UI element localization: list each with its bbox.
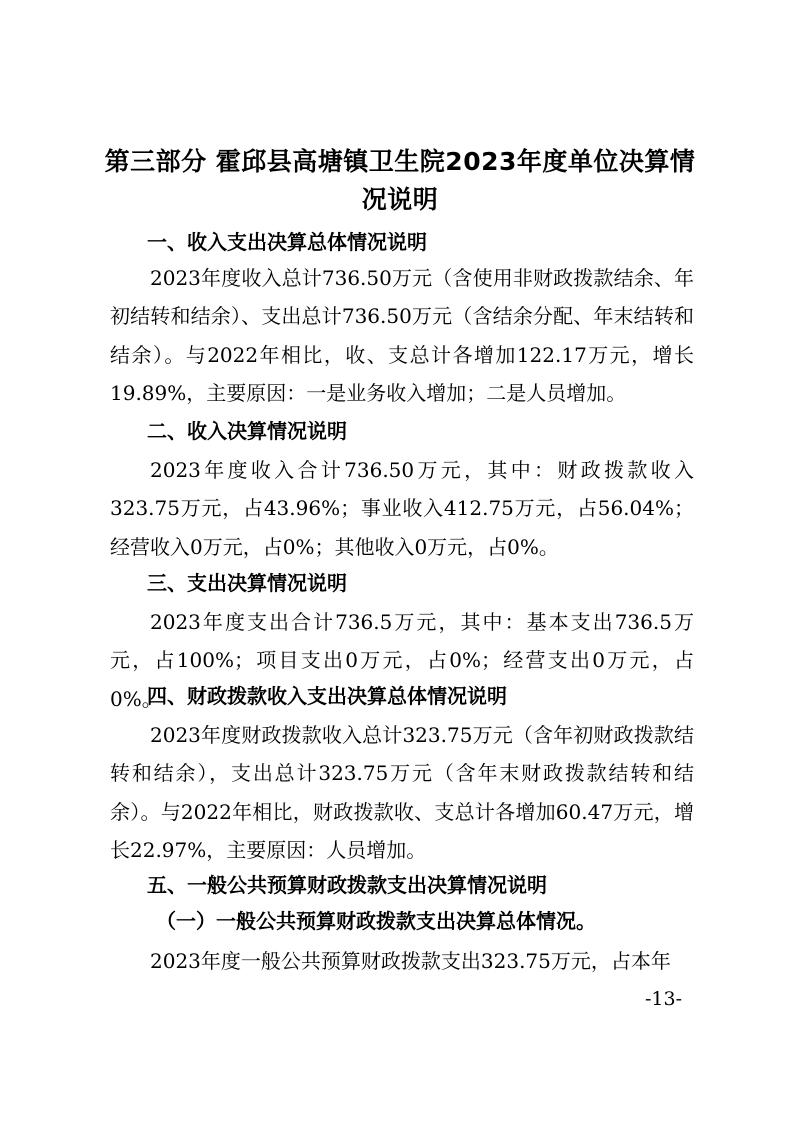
section-3-text: 2023年度支出合计736.5万元，其中：基本支出736.5万元，占100%；项目支出0万元，占0%；经营支出0万元，占0%。 [110, 610, 694, 711]
section-3-heading: 三、支出决算情况说明 [147, 571, 347, 595]
section-1-heading: 一、收入支出决算总体情况说明 [147, 230, 427, 254]
section-5-heading: 五、一般公共预算财政拨款支出决算情况说明 [147, 873, 547, 897]
section-2-heading: 二、收入决算情况说明 [147, 419, 347, 443]
section-4-text: 2023年度财政拨款收入总计323.75万元（含年初财政拨款结转和结余），支出总计323.75万元（含年末财政拨款结转和结余）。与2022年相比，财政拨款收、支总计各增加60.47万元，增长22.97%，主要原因：人员增加。 [110, 723, 694, 862]
section-2-text: 2023年度收入合计736.50万元，其中：财政拨款收入323.75万元，占43.96%；事业收入412.75万元，占56.04%；经营收入0万元，占0%；其他收入0万元，占0%。 [110, 458, 694, 559]
page-number: -13- [645, 988, 683, 1010]
section-5-text: 2023年度一般公共预算财政拨款支出323.75万元，占本年 [150, 949, 671, 973]
section-1-text: 2023年度收入总计736.50万元（含使用非财政拨款结余、年初结转和结余）、支出总计736.50万元（含结余分配、年末结转和结余）。与2022年相比，收、支总计各增加122.17万元，增长19.89%，主要原因：一是业务收入增加；二是人员增加。 [110, 266, 694, 405]
section-4-heading: 四、财政拨款收入支出决算总体情况说明 [147, 684, 507, 708]
page-title: 第三部分 霍邱县高塘镇卫生院2023年度单位决算情况说明 [104, 147, 696, 214]
section-5-subheading: （一）一般公共预算财政拨款支出决算总体情况。 [156, 909, 596, 933]
